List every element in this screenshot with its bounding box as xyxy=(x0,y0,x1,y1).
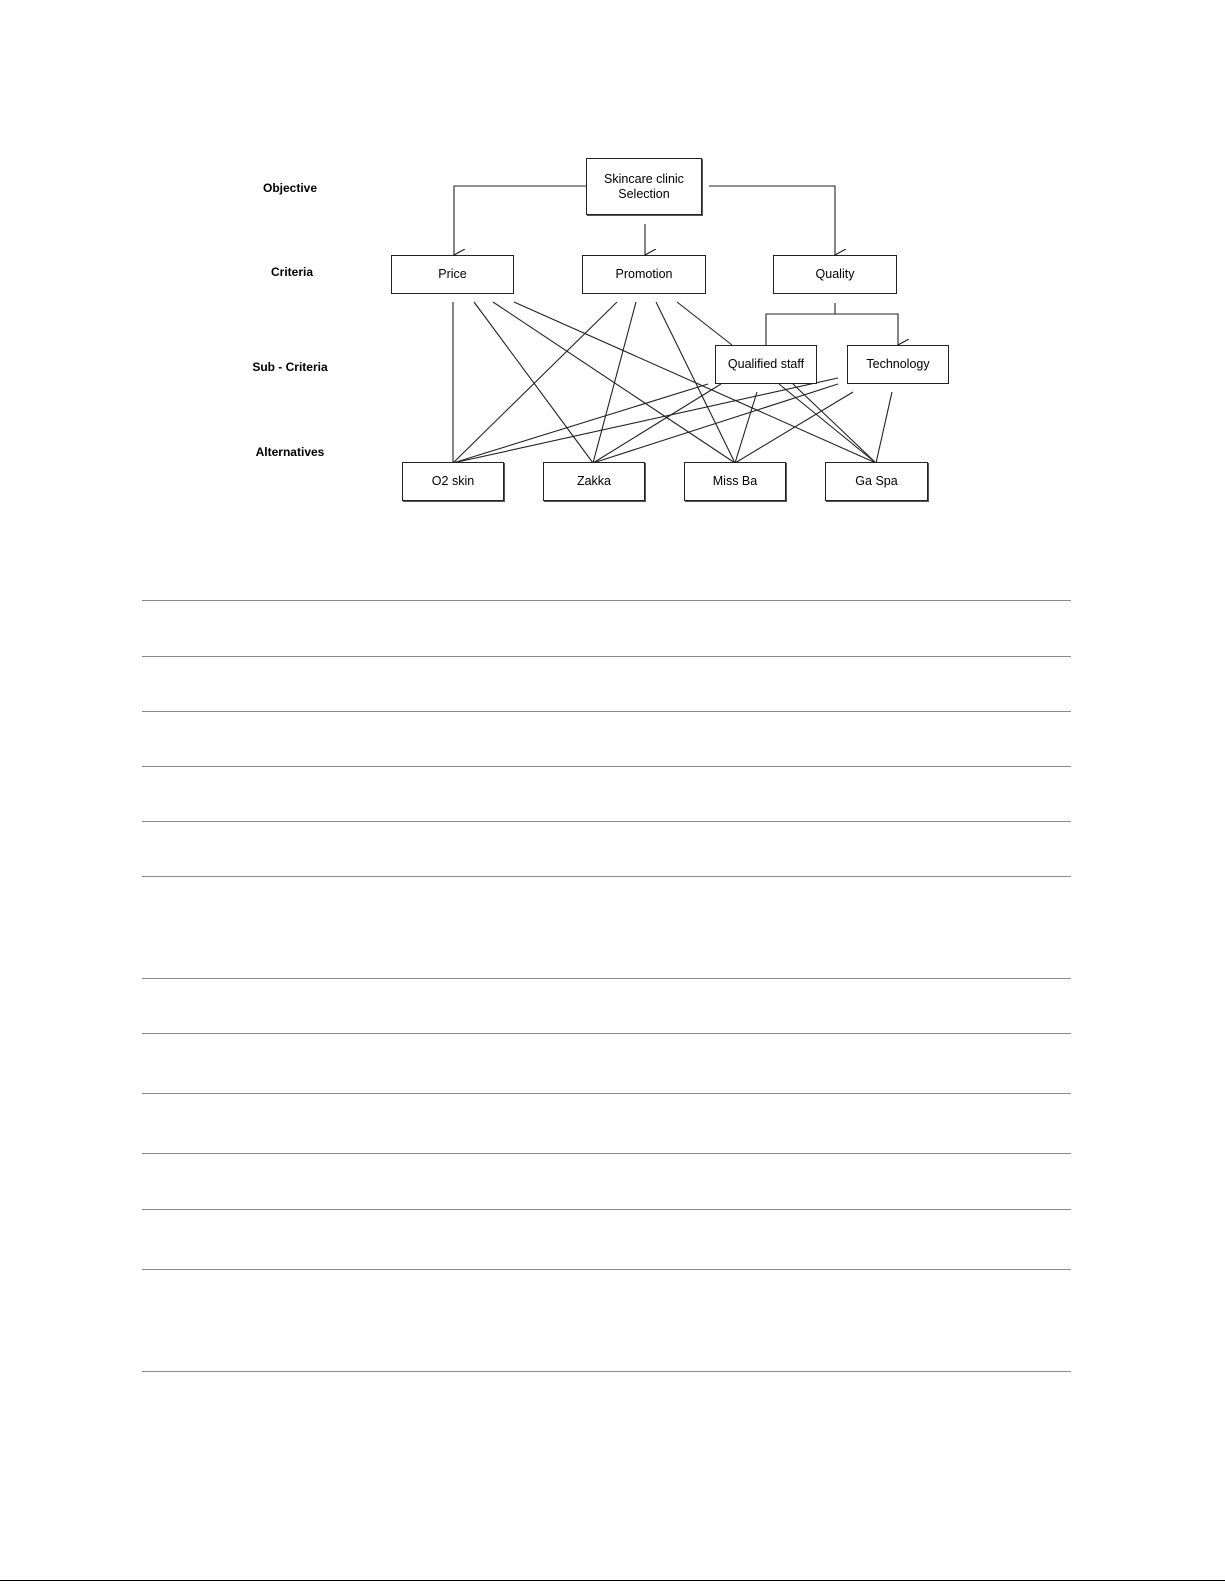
table-rule xyxy=(142,1371,1071,1372)
alternative-node-zakka: Zakka xyxy=(543,462,645,501)
criterion-node-price: Price xyxy=(391,255,514,294)
table-rule xyxy=(142,1209,1071,1210)
table-rule xyxy=(142,821,1071,822)
level-label-criteria: Criteria xyxy=(270,265,314,279)
table-rule xyxy=(142,978,1071,979)
link-qualified-staff-zakka xyxy=(593,384,721,463)
link-price-zakka xyxy=(474,302,593,463)
page-bottom-border xyxy=(0,1580,1225,1581)
criterion-node-promotion: Promotion xyxy=(582,255,706,294)
table-rule xyxy=(142,1269,1071,1270)
link-qualified-staff-ga-spa-2 xyxy=(793,384,876,463)
table-rule xyxy=(142,656,1071,657)
table-rule xyxy=(142,1033,1071,1034)
link-promotion-ga-spa xyxy=(677,302,732,345)
link-qualified-staff-o2-skin xyxy=(453,384,708,463)
criterion-node-quality: Quality xyxy=(773,255,897,294)
table-rule xyxy=(142,711,1071,712)
level-label-sub-criteria: Sub - Criteria xyxy=(252,360,328,374)
link-promotion-zakka xyxy=(593,302,636,463)
level-label-alternatives: Alternatives xyxy=(255,445,325,459)
alternative-node-miss-ba: Miss Ba xyxy=(684,462,786,501)
table-rule xyxy=(142,1093,1071,1094)
table-rule xyxy=(142,876,1071,877)
table-rule xyxy=(142,766,1071,767)
table-rule xyxy=(142,1153,1071,1154)
sub-criterion-node-qualified-staff: Qualified staff xyxy=(715,345,817,384)
sub-criterion-node-technology: Technology xyxy=(847,345,949,384)
link-qualified-staff-ga-spa xyxy=(779,384,876,463)
goal-node: Skincare clinic Selection xyxy=(586,158,702,215)
link-technology-ga-spa xyxy=(876,392,892,463)
table-rule xyxy=(142,600,1071,601)
alternative-node-o2-skin: O2 skin xyxy=(402,462,504,501)
arrow-quality-to-sub-criteria xyxy=(766,314,898,345)
level-label-objective: Objective xyxy=(262,181,318,195)
link-technology-miss-ba xyxy=(735,392,853,463)
link-promotion-o2-skin xyxy=(453,302,617,463)
arrow-goal-to-quality xyxy=(709,186,835,255)
alternative-node-ga-spa: Ga Spa xyxy=(825,462,928,501)
arrow-goal-to-price xyxy=(454,186,586,255)
